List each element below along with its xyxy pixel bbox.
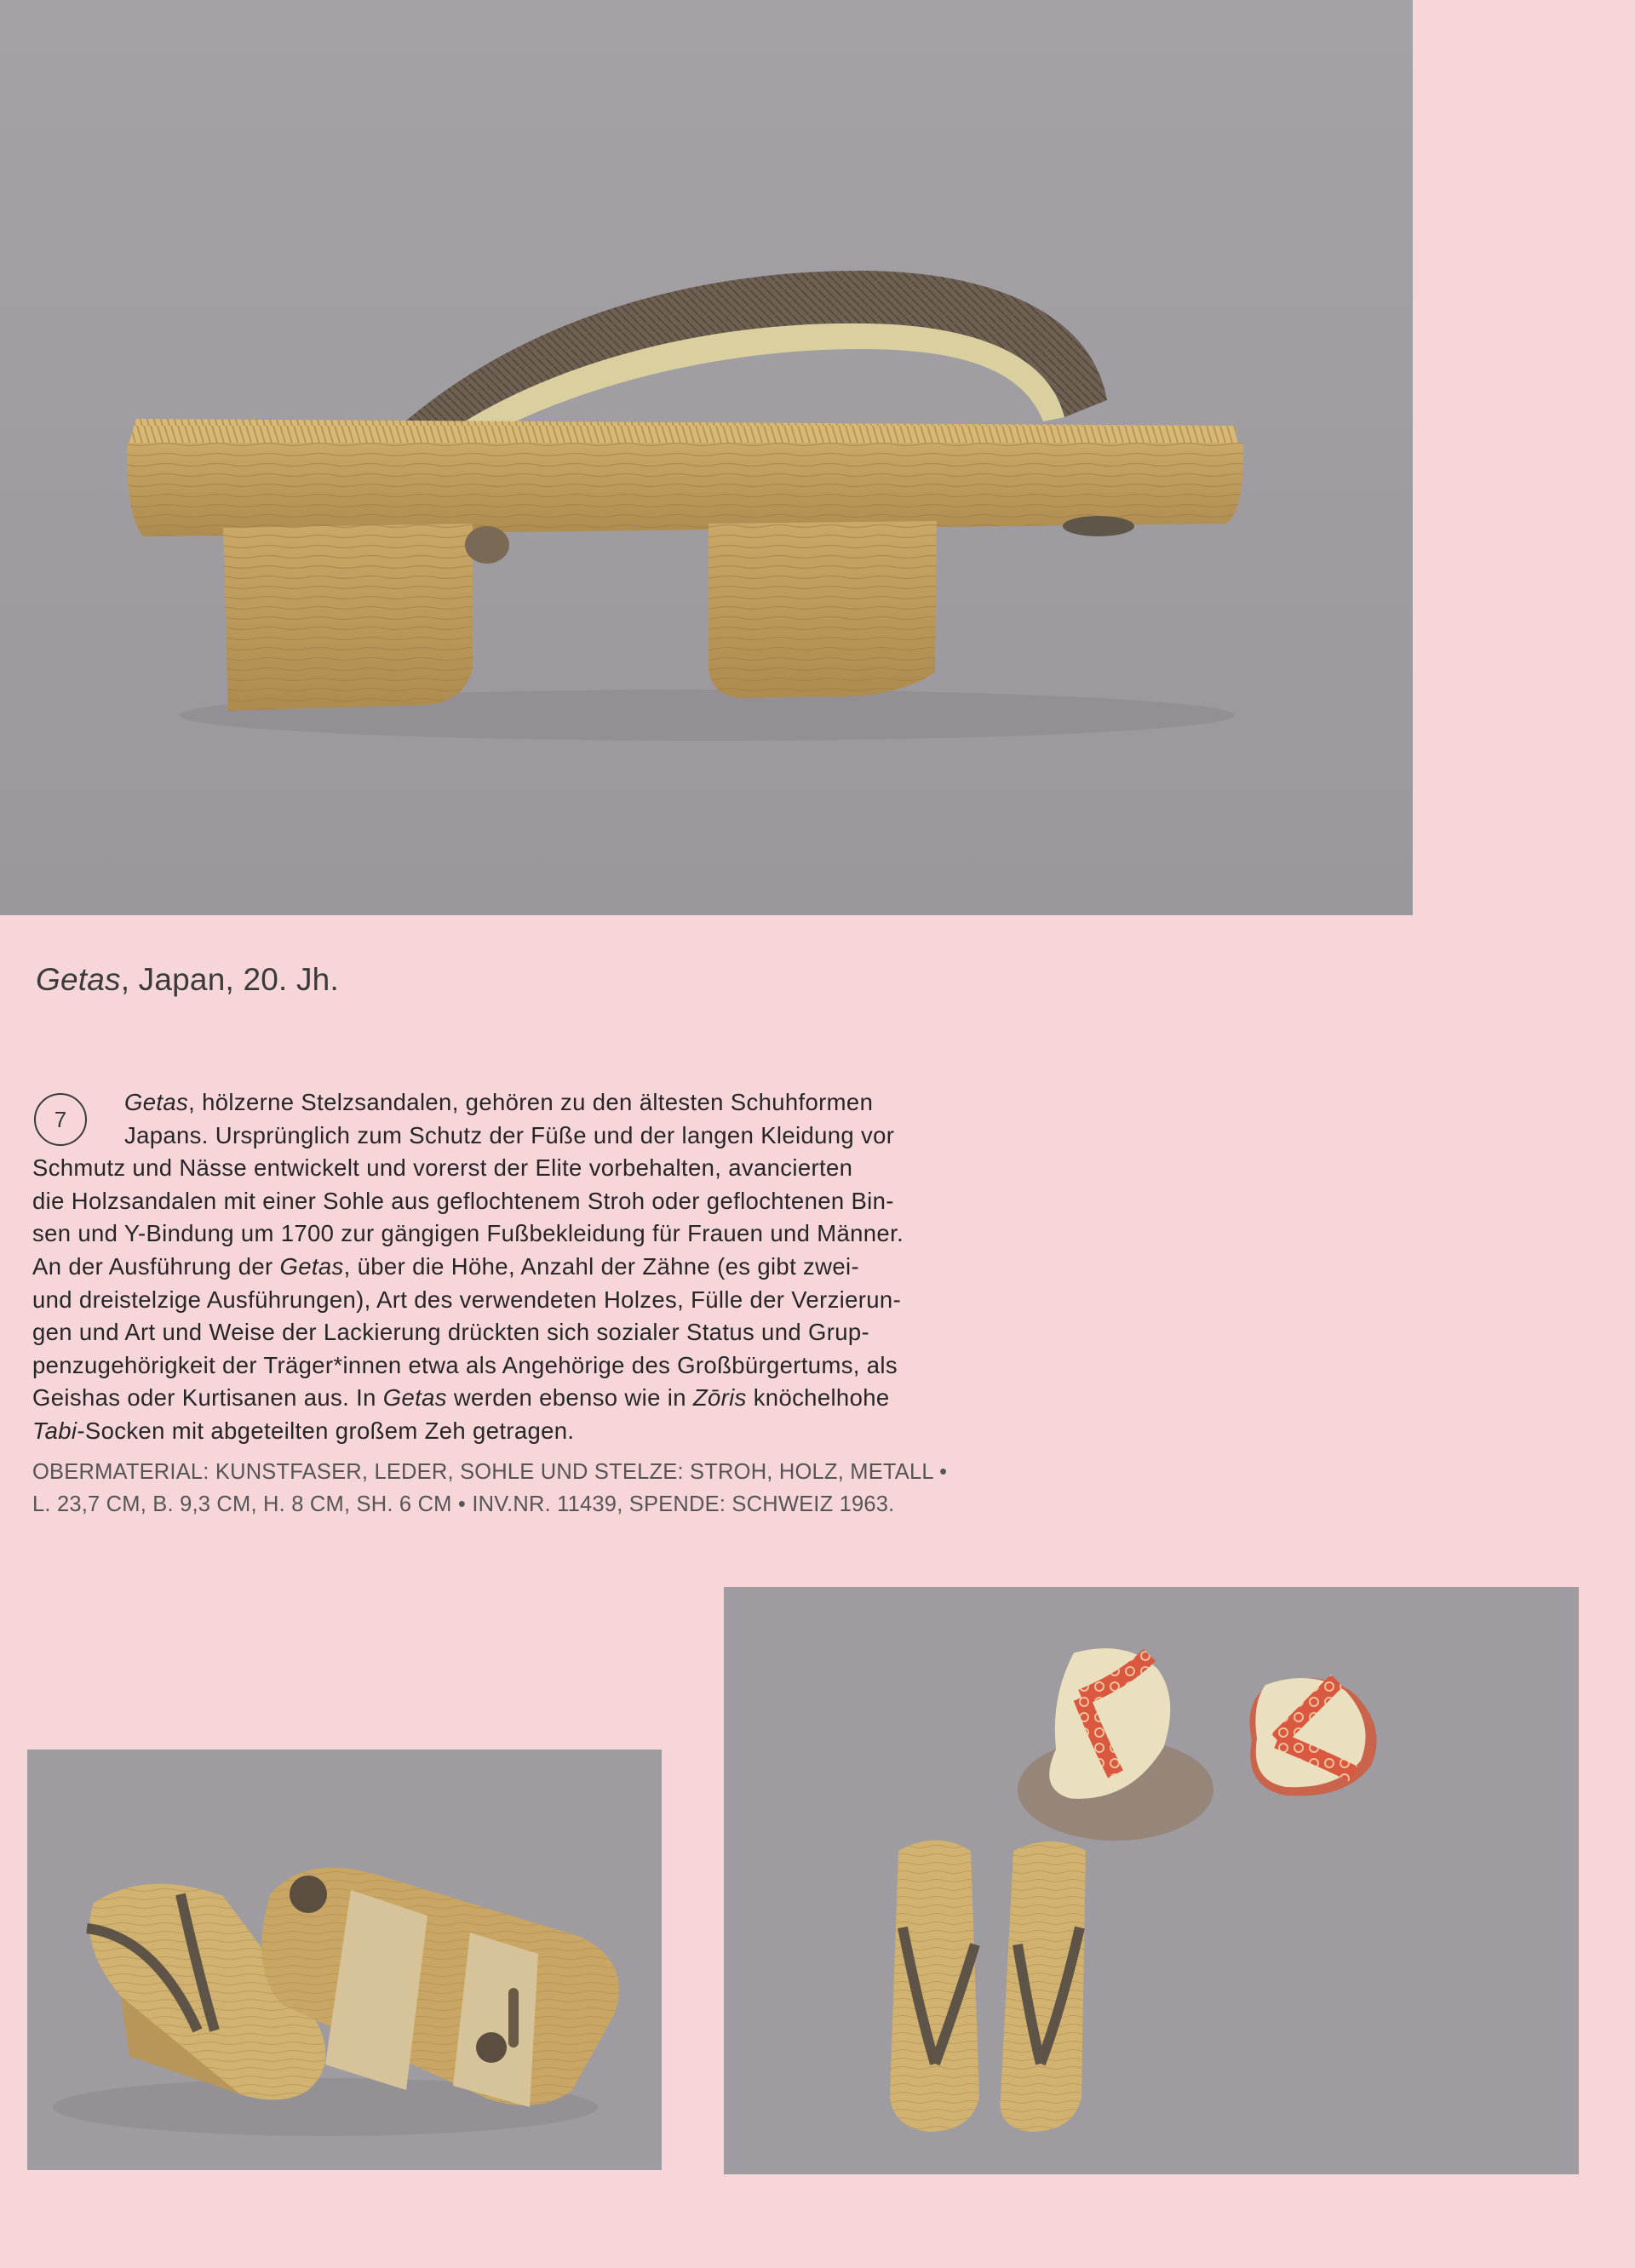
text-segment: Schmutz und Nässe entwickelt und vorerst der Elite vorbehalten, avancierten xyxy=(32,1154,853,1182)
text-segment: penzugehörigkeit der Träger*innen etwa als Angehörige des Großbürgertums, als xyxy=(32,1351,898,1378)
entry-text-line xyxy=(32,1251,1003,1284)
photo-zori-and-geta-pairs xyxy=(724,1587,1579,2174)
entry-text-line xyxy=(32,1415,1003,1448)
geta-side-illustration xyxy=(0,0,1413,915)
entry-text-line xyxy=(32,1316,1003,1349)
italic-term: Tabi xyxy=(32,1417,77,1444)
text-segment: , hölzerne Stelzsandalen, gehören zu den ältesten Schuhformen xyxy=(188,1089,874,1115)
photo-geta-pair-top-and-bottom xyxy=(27,1750,662,2170)
photo-geta-side-view xyxy=(0,0,1413,915)
italic-term: Getas xyxy=(279,1252,344,1280)
text-segment: gen und Art und Weise der Lackierung drückten sich sozialer Status und Grup- xyxy=(32,1319,870,1346)
entry-text-line xyxy=(32,1086,1003,1120)
italic-term: Getas xyxy=(382,1384,447,1412)
text-segment: Japans. Ursprünglich zum Schutz der Füße und der langen Kleidung vor xyxy=(124,1121,895,1148)
figure-caption: Getas, Japan, 20. Jh. xyxy=(36,962,339,997)
material-meta-line-2: L. 23,7 CM, B. 9,3 CM, H. 8 CM, SH. 6 CM • INV.NR. 11439, SPENDE: SCHWEIZ 1963. xyxy=(32,1492,895,1516)
entry-text-line xyxy=(32,1349,1003,1383)
zori-and-geta-illustration xyxy=(724,1587,1579,2174)
entry-number-badge: 7 xyxy=(34,1093,87,1146)
entry-text-line xyxy=(32,1152,1003,1185)
geta-pair-illustration xyxy=(27,1750,662,2170)
text-segment: werden ebenso wie in xyxy=(446,1384,693,1412)
text-segment: , über die Höhe, Anzahl der Zähne (es gibt zwei- xyxy=(343,1252,859,1280)
text-segment: sen und Y-Bindung um 1700 zur gängigen Fußbekleidung für Frauen und Männer. xyxy=(32,1220,904,1247)
text-segment: An der Ausführung der xyxy=(32,1252,280,1280)
entry-text-line xyxy=(32,1284,1003,1317)
material-meta-line-1: OBERMATERIAL: KUNSTFASER, LEDER, SOHLE UND STELZE: STROH, HOLZ, METALL • xyxy=(32,1460,948,1484)
italic-term: Getas xyxy=(124,1089,189,1115)
text-segment: -Socken mit abgeteilten großem Zeh getragen. xyxy=(77,1417,575,1444)
entry-text-line xyxy=(32,1120,1003,1153)
text-segment: und dreistelzige Ausführungen), Art des verwendeten Holzes, Fülle der Verzierun- xyxy=(32,1286,902,1313)
text-segment: knöchelhohe xyxy=(746,1384,890,1412)
entry-text-line xyxy=(32,1185,1003,1218)
entry-text-line xyxy=(32,1217,1003,1251)
text-segment: die Holzsandalen mit einer Sohle aus geflochtenem Stroh oder geflochtenen Bin- xyxy=(32,1187,894,1214)
text-segment: Geishas oder Kurtisanen aus. In xyxy=(32,1384,383,1412)
italic-term: Zōris xyxy=(692,1384,747,1412)
entry-description xyxy=(32,1086,1003,1448)
entry-text-line xyxy=(32,1382,1003,1415)
